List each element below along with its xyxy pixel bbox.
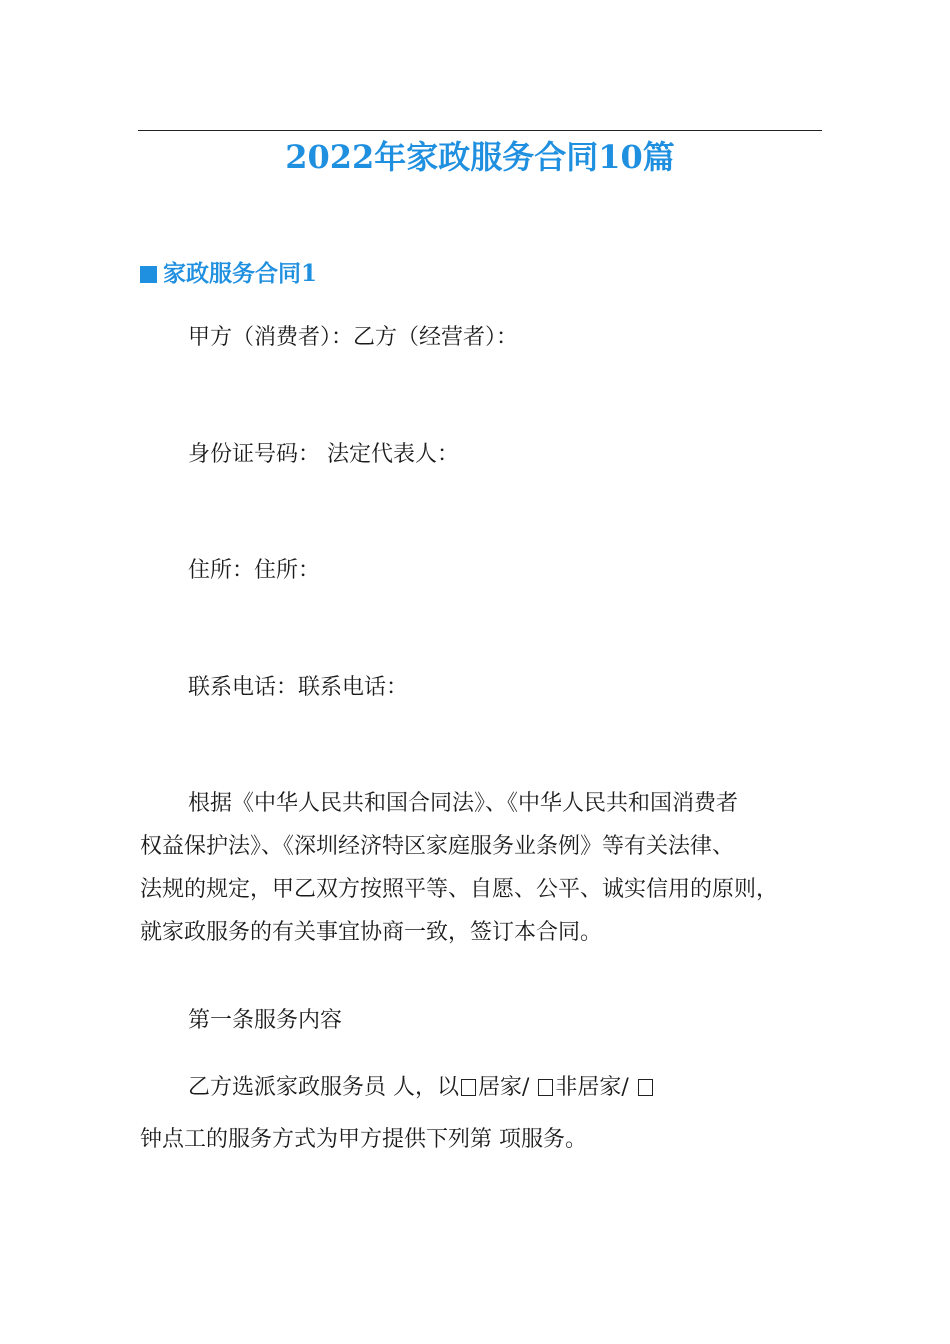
section-heading xyxy=(140,256,317,292)
document-title: 2022年家政服务合同10篇 xyxy=(285,138,675,176)
article1-line-1-part1: 乙方选派家政服务员 人，以 xyxy=(188,1075,459,1100)
checkbox-live-in[interactable] xyxy=(461,1079,476,1096)
phone-line: 联系电话：联系电话： xyxy=(188,675,409,700)
checkbox-non-live-in[interactable] xyxy=(538,1079,553,1096)
id-line: 身份证号码： 法定代表人： xyxy=(188,442,459,467)
preamble-line-4: 就家政服务的有关事宜协商一致，签订本合同。 xyxy=(140,920,603,945)
checkbox-hourly[interactable] xyxy=(638,1079,653,1096)
article1-line-1-part2: 居家/ xyxy=(478,1075,537,1100)
section-heading-text: 家政服务合同1 xyxy=(163,260,318,287)
article1-line-2: 钟点工的服务方式为甲方提供下列第 项服务。 xyxy=(140,1127,587,1152)
party-line: 甲方（消费者）：乙方（经营者）： xyxy=(188,325,519,350)
header-rule xyxy=(138,130,822,131)
preamble-line-1: 根据《中华人民共和国合同法》、《中华人民共和国消费者 xyxy=(188,791,739,816)
preamble-line-2: 权益保护法》、《深圳经济特区家庭服务业条例》等有关法律、 xyxy=(140,834,735,859)
preamble-line-3: 法规的规定，甲乙双方按照平等、自愿、公平、诚实信用的原则， xyxy=(140,877,779,902)
article1-line-1-part3: 非居家/ xyxy=(555,1075,636,1100)
address-line: 住所：住所： xyxy=(188,558,321,583)
article1-title: 第一条服务内容 xyxy=(188,1008,343,1033)
square-bullet-icon xyxy=(140,266,157,283)
article1-line-1 xyxy=(188,1070,655,1106)
